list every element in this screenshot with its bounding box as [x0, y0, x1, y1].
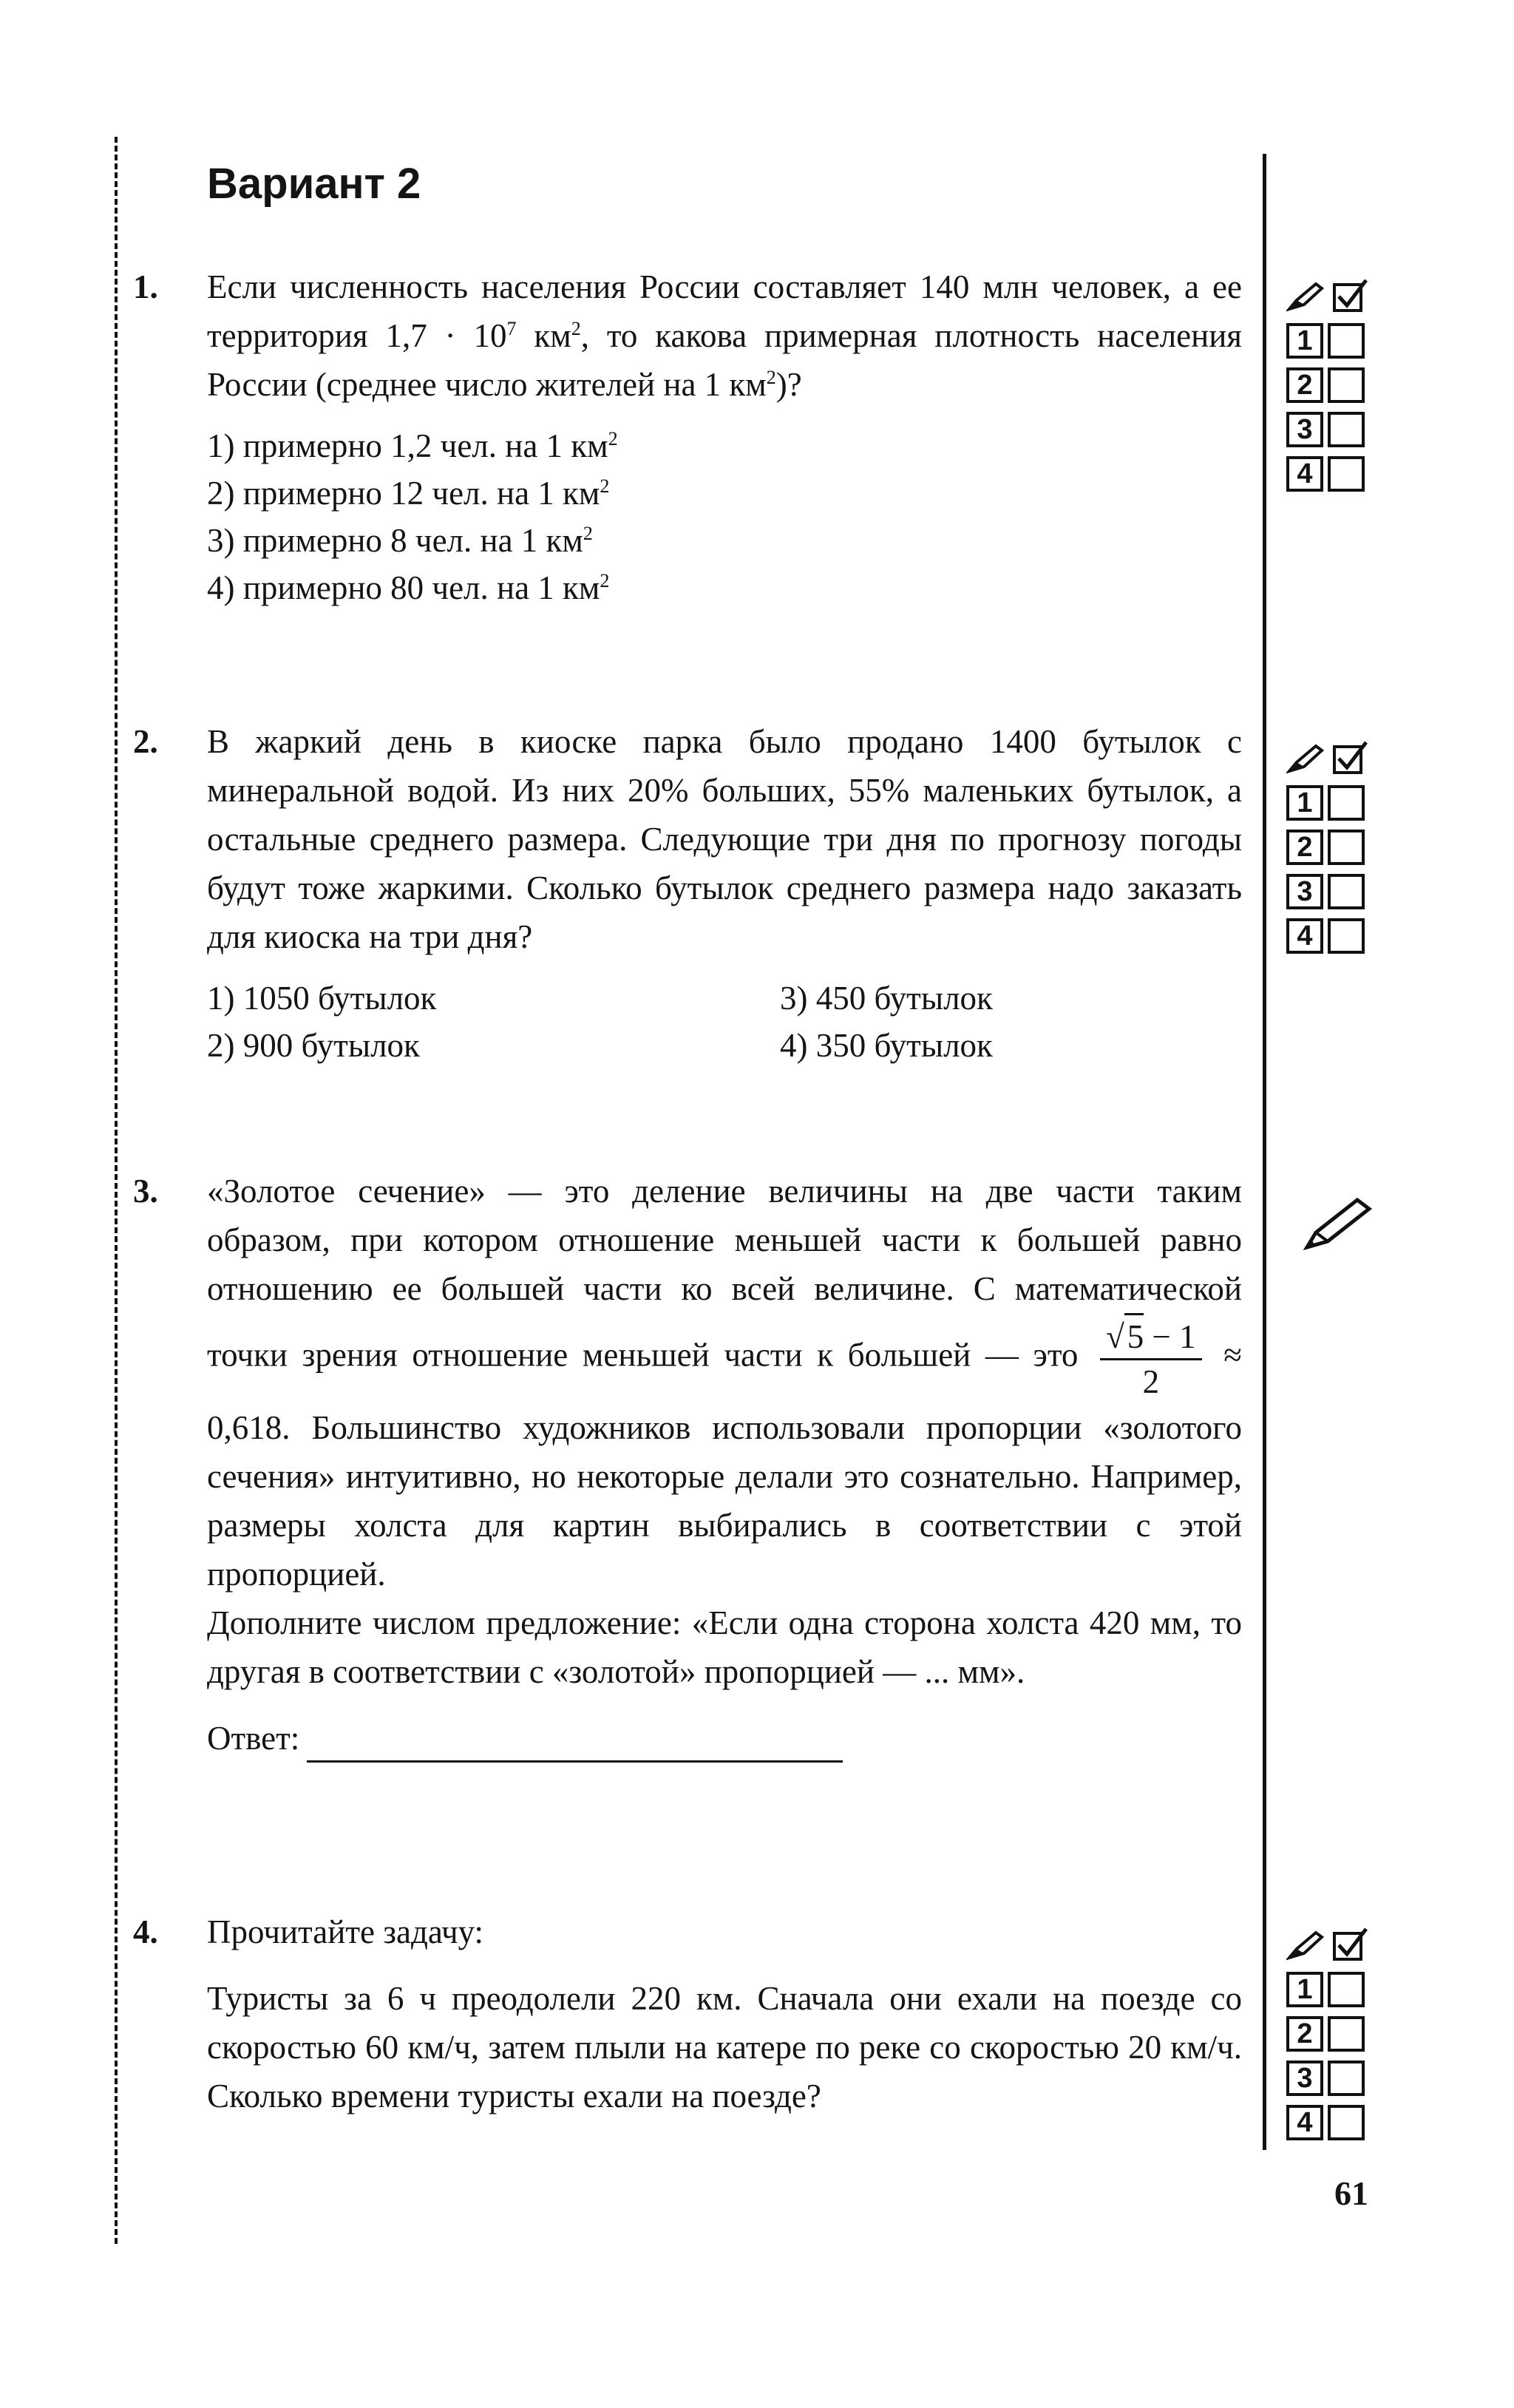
answer-checkbox[interactable] [1328, 456, 1365, 492]
question-text: Если численность населения России составляет 140 млн человек, а ее территория $1,7 \cdot 10^7$ $км^2$, то какова примерная плотность населения России (среднее число жителей на 1 $км^2$)? [207, 268, 1242, 403]
answer-checkbox[interactable] [1328, 412, 1365, 447]
answer-checkbox[interactable] [1328, 785, 1365, 821]
question-number: 1. [133, 268, 158, 305]
answer-grid-q4: 1 2 3 4 [1286, 1926, 1382, 2140]
page-number: 61 [1334, 2174, 1368, 2212]
answer-grid-q2: 1 2 3 4 [1286, 739, 1382, 954]
pen-icon [1286, 279, 1328, 312]
pencil-icon [1301, 1194, 1375, 1253]
question-1 [133, 262, 1242, 611]
answer-checkbox[interactable] [1328, 2061, 1365, 2096]
checkbox-checked-icon [1332, 741, 1369, 775]
question-3 [133, 1167, 1242, 1763]
answer-field: Ответ: [207, 1714, 1242, 1763]
question-number: 4. [133, 1913, 158, 1950]
question-number: 2. [133, 723, 158, 760]
page-title: Вариант 2 [207, 160, 421, 208]
question-2 [133, 717, 1242, 1069]
answer-input-line[interactable] [307, 1731, 843, 1763]
margin-rule [1263, 154, 1266, 2150]
option: 2) примерно 12 чел. на 1 $км^2$ [207, 475, 610, 512]
answer-checkbox[interactable] [1328, 2105, 1365, 2140]
option: 2) 900 бутылок [207, 1027, 420, 1064]
answer-checkbox[interactable] [1328, 323, 1365, 359]
answer-checkbox[interactable] [1328, 918, 1365, 954]
option: 1) примерно 1,2 чел. на 1 $км^2$ [207, 427, 618, 464]
question-text: «Золотое сечение» — это деление величины на две части таким образом, при котором отношение меньшей части к большей равно отношению ее большей части ко всей величине. С математической точки зрения отношение меньшей части к большей — это $\frac{√5 - 1}{2}$ ≈ 0,618. Большинство художников использовали пропорции «золотого сечения» интуитивно, но некоторые делали это сознательно. Например, размеры холста для картин выбирались в соответствии с этой пропорцией. [207, 1173, 1242, 1593]
answer-grid-q1: 1 2 3 4 [1286, 277, 1382, 492]
pen-icon [1286, 742, 1328, 774]
answer-checkbox[interactable] [1328, 367, 1365, 403]
question-task: Дополните числом предложение: «Если одна сторона холста 420 мм, то другая в соответствии с «золотой» пропорцией — ... мм». [207, 1604, 1242, 1690]
checkbox-checked-icon [1332, 1927, 1369, 1961]
answer-checkbox[interactable] [1328, 830, 1365, 865]
question-number: 3. [133, 1173, 158, 1210]
option: 3) 450 бутылок [780, 980, 993, 1017]
answer-checkbox[interactable] [1328, 2016, 1365, 2052]
question-text: Туристы за 6 ч преодолели 220 км. Сначала они ехали на поезде со скоростью 60 км/ч, затем плыли на катере по реке со скоростью 20 км/ч. Сколько времени туристы ехали на поезде? [207, 1980, 1242, 2114]
answer-checkbox[interactable] [1328, 1972, 1365, 2007]
option: 4) 350 бутылок [780, 1027, 993, 1064]
option: 4) примерно 80 чел. на 1 $км^2$ [207, 569, 610, 606]
golden-ratio-fraction: $\frac{√5 - 1}{2}$ [1100, 1313, 1202, 1403]
pen-icon [1286, 1928, 1328, 1961]
answer-options [207, 422, 1242, 611]
checkbox-checked-icon [1332, 279, 1369, 313]
question-4 [133, 1907, 1242, 2120]
answer-checkbox[interactable] [1328, 874, 1365, 909]
option: 3) примерно 8 чел. на 1 $км^2$ [207, 522, 593, 559]
question-intro: Прочитайте задачу: [207, 1913, 484, 1950]
cut-line [115, 137, 118, 2244]
option: 1) 1050 бутылок [207, 980, 437, 1017]
question-text: В жаркий день в киоске парка было продано 1400 бутылок с минеральной водой. Из них 20% больших, 55% маленьких бутылок, а остальные среднего размера. Следующие три дня по прогнозу погоды будут тоже жаркими. Сколько бутылок среднего размера надо заказать для киоска на три дня? [207, 723, 1242, 955]
answer-options [207, 974, 1242, 1069]
